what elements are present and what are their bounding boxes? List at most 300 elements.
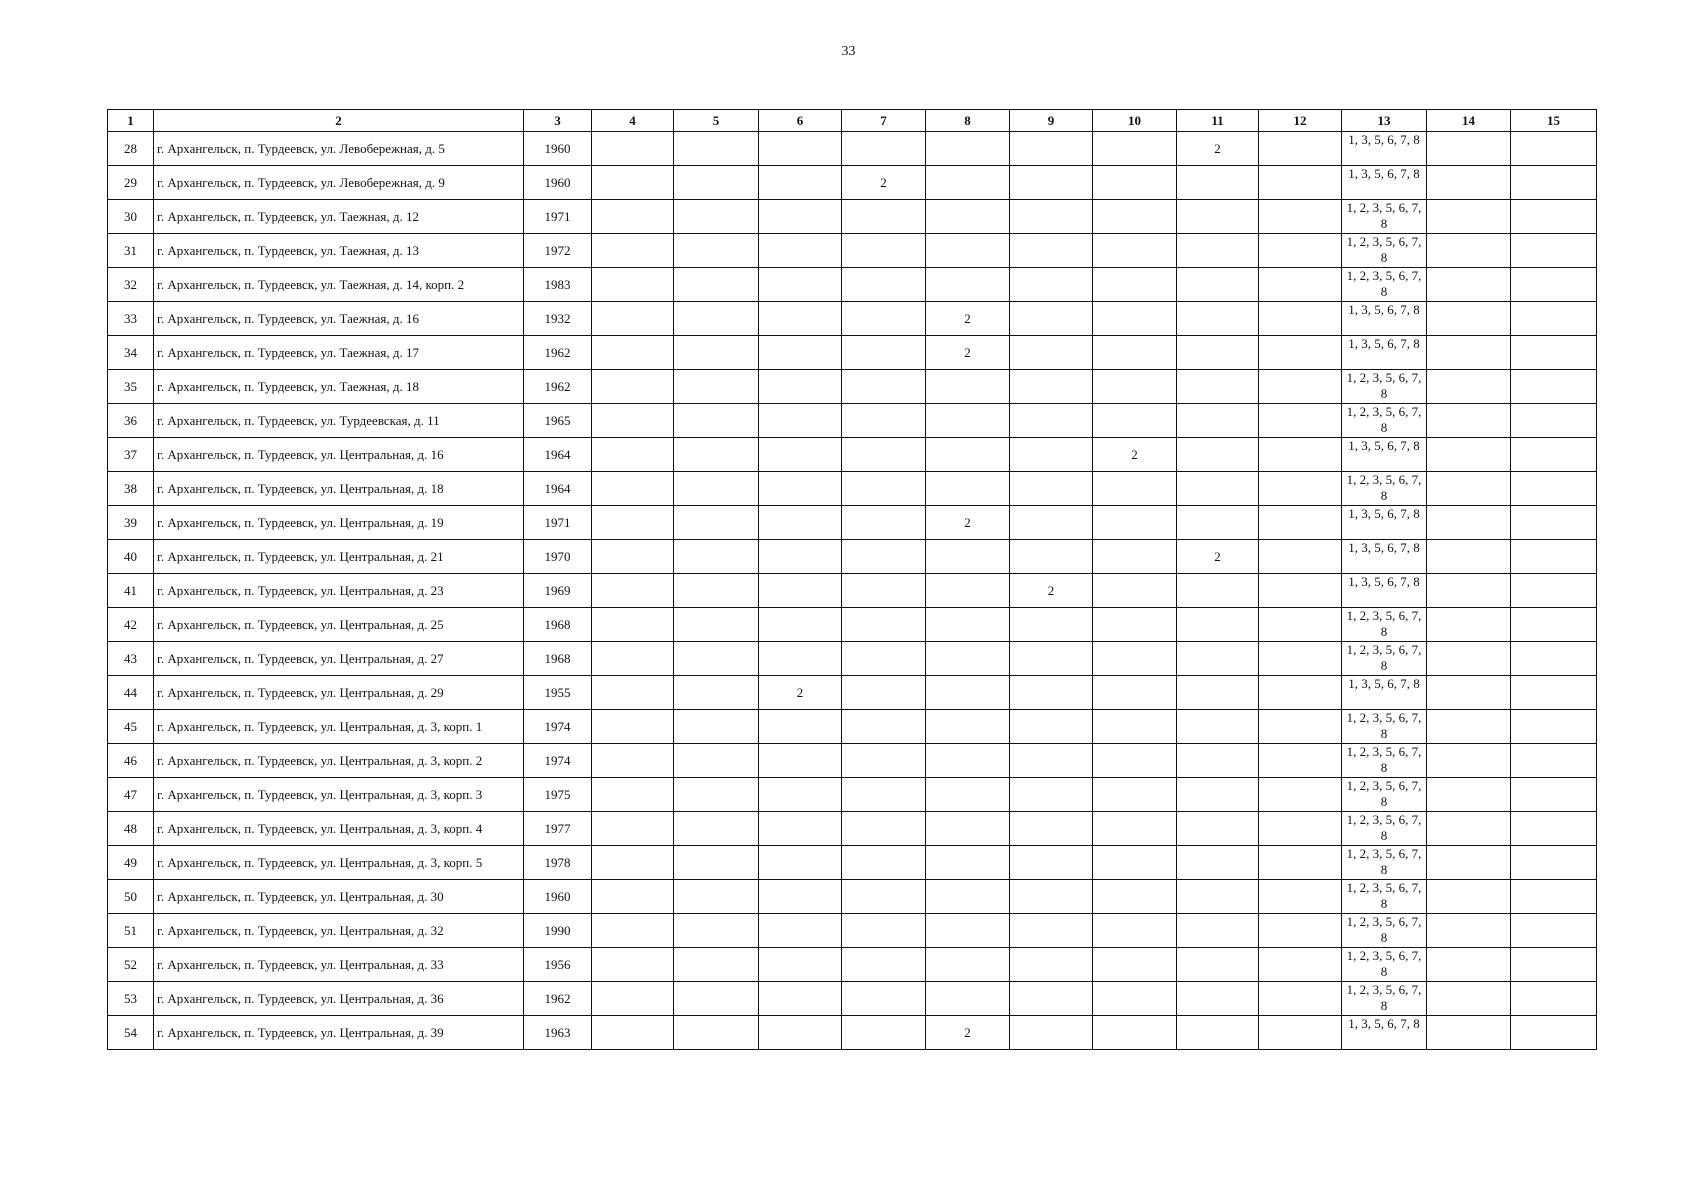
table-cell-col-7	[842, 200, 926, 234]
table-cell-col-5	[674, 132, 759, 166]
table-cell-col-9: 2	[1010, 574, 1093, 608]
table-cell-col-13: 1, 3, 5, 6, 7, 8	[1342, 438, 1427, 472]
table-cell-col-4	[592, 744, 674, 778]
table-cell-col-13: 1, 2, 3, 5, 6, 7, 8	[1342, 880, 1427, 914]
table-cell-col-4	[592, 710, 674, 744]
table-cell-col-10	[1093, 948, 1177, 982]
table-cell-col-6	[759, 642, 842, 676]
table-cell-col-12	[1259, 166, 1342, 200]
table-cell-col-6	[759, 166, 842, 200]
table-cell-col-8	[926, 778, 1010, 812]
table-cell-col-5	[674, 710, 759, 744]
table-cell-col-11	[1177, 268, 1259, 302]
table-cell-col-12	[1259, 540, 1342, 574]
table-cell-col-4	[592, 234, 674, 268]
table-cell-col-9	[1010, 268, 1093, 302]
table-cell-col-6	[759, 540, 842, 574]
table-cell-col-12	[1259, 608, 1342, 642]
table-cell-col-11	[1177, 846, 1259, 880]
table-cell-col-6	[759, 234, 842, 268]
table-cell-col-12	[1259, 778, 1342, 812]
table-cell-col-3: 1977	[524, 812, 592, 846]
table-cell-col-4	[592, 914, 674, 948]
table-cell-col-11	[1177, 166, 1259, 200]
table-cell-col-6	[759, 812, 842, 846]
table-cell-col-15	[1511, 438, 1597, 472]
table-cell-col-15	[1511, 1016, 1597, 1050]
table-cell-col-12	[1259, 438, 1342, 472]
table-cell-col-7	[842, 1016, 926, 1050]
table-cell-col-3: 1962	[524, 982, 592, 1016]
table-cell-col-3: 1963	[524, 1016, 592, 1050]
table-cell-col-9	[1010, 336, 1093, 370]
table-cell-col-2: г. Архангельск, п. Турдеевск, ул. Центральная, д. 39	[154, 1016, 524, 1050]
table-cell-col-15	[1511, 166, 1597, 200]
table-cell-col-13: 1, 2, 3, 5, 6, 7, 8	[1342, 982, 1427, 1016]
table-cell-col-13: 1, 2, 3, 5, 6, 7, 8	[1342, 778, 1427, 812]
table-cell-col-2: г. Архангельск, п. Турдеевск, ул. Левобережная, д. 5	[154, 132, 524, 166]
table-cell-col-4	[592, 812, 674, 846]
table-cell-col-1: 28	[108, 132, 154, 166]
table-cell-col-11	[1177, 506, 1259, 540]
column-header-3: 3	[524, 110, 592, 132]
table-cell-col-4	[592, 166, 674, 200]
table-cell-col-7	[842, 132, 926, 166]
table-cell-col-4	[592, 880, 674, 914]
table-cell-col-8: 2	[926, 336, 1010, 370]
table-cell-col-2: г. Архангельск, п. Турдеевск, ул. Левобережная, д. 9	[154, 166, 524, 200]
table-cell-col-10	[1093, 370, 1177, 404]
table-cell-col-11	[1177, 438, 1259, 472]
table-cell-col-6	[759, 710, 842, 744]
table-cell-col-6	[759, 778, 842, 812]
table-cell-col-8	[926, 370, 1010, 404]
table-cell-col-2: г. Архангельск, п. Турдеевск, ул. Центральная, д. 30	[154, 880, 524, 914]
table-cell-col-13: 1, 2, 3, 5, 6, 7, 8	[1342, 846, 1427, 880]
table-cell-col-2: г. Архангельск, п. Турдеевск, ул. Таежная, д. 13	[154, 234, 524, 268]
table-row	[108, 574, 1597, 608]
table-cell-col-11	[1177, 914, 1259, 948]
table-cell-col-14	[1427, 574, 1511, 608]
table-cell-col-1: 49	[108, 846, 154, 880]
table-cell-col-9	[1010, 642, 1093, 676]
table-cell-col-6	[759, 302, 842, 336]
table-cell-col-9	[1010, 540, 1093, 574]
table-cell-col-2: г. Архангельск, п. Турдеевск, ул. Центральная, д. 3, корп. 2	[154, 744, 524, 778]
table-cell-col-15	[1511, 370, 1597, 404]
table-cell-col-1: 44	[108, 676, 154, 710]
table-cell-col-5	[674, 676, 759, 710]
table-cell-col-7	[842, 914, 926, 948]
table-cell-col-5	[674, 948, 759, 982]
table-cell-col-13: 1, 3, 5, 6, 7, 8	[1342, 506, 1427, 540]
column-header-1: 1	[108, 110, 154, 132]
table-cell-col-13: 1, 2, 3, 5, 6, 7, 8	[1342, 914, 1427, 948]
table-row	[108, 234, 1597, 268]
table-cell-col-14	[1427, 404, 1511, 438]
table-cell-col-5	[674, 744, 759, 778]
table-cell-col-3: 1978	[524, 846, 592, 880]
table-cell-col-3: 1971	[524, 200, 592, 234]
table-cell-col-2: г. Архангельск, п. Турдеевск, ул. Центральная, д. 23	[154, 574, 524, 608]
table-cell-col-1: 48	[108, 812, 154, 846]
table-row	[108, 336, 1597, 370]
table-cell-col-3: 1962	[524, 370, 592, 404]
table-cell-col-9	[1010, 370, 1093, 404]
table-cell-col-10	[1093, 574, 1177, 608]
table-cell-col-7	[842, 404, 926, 438]
table-cell-col-1: 41	[108, 574, 154, 608]
table-cell-col-9	[1010, 438, 1093, 472]
table-cell-col-10	[1093, 472, 1177, 506]
table-row	[108, 268, 1597, 302]
table-cell-col-9	[1010, 404, 1093, 438]
table-cell-col-7	[842, 812, 926, 846]
table-cell-col-3: 1990	[524, 914, 592, 948]
table-cell-col-14	[1427, 438, 1511, 472]
table-body	[108, 132, 1597, 1050]
table-cell-col-12	[1259, 846, 1342, 880]
table-cell-col-4	[592, 540, 674, 574]
table-cell-col-15	[1511, 710, 1597, 744]
table-cell-col-1: 38	[108, 472, 154, 506]
table-cell-col-8	[926, 574, 1010, 608]
table-cell-col-2: г. Архангельск, п. Турдеевск, ул. Центральная, д. 3, корп. 1	[154, 710, 524, 744]
table-cell-col-15	[1511, 948, 1597, 982]
table-cell-col-8	[926, 914, 1010, 948]
table-cell-col-6	[759, 438, 842, 472]
table-cell-col-3: 1968	[524, 642, 592, 676]
column-header-13: 13	[1342, 110, 1427, 132]
table-cell-col-5	[674, 880, 759, 914]
table-cell-col-9	[1010, 914, 1093, 948]
table-cell-col-12	[1259, 506, 1342, 540]
table-cell-col-11	[1177, 982, 1259, 1016]
table-cell-col-7	[842, 982, 926, 1016]
table-cell-col-6	[759, 846, 842, 880]
table-cell-col-10	[1093, 778, 1177, 812]
table-cell-col-12	[1259, 982, 1342, 1016]
table-cell-col-15	[1511, 302, 1597, 336]
table-cell-col-13: 1, 2, 3, 5, 6, 7, 8	[1342, 200, 1427, 234]
table-cell-col-15	[1511, 744, 1597, 778]
table-cell-col-15	[1511, 336, 1597, 370]
table-cell-col-15	[1511, 574, 1597, 608]
table-cell-col-7	[842, 234, 926, 268]
table-cell-col-11	[1177, 642, 1259, 676]
table-cell-col-1: 37	[108, 438, 154, 472]
table-cell-col-7	[842, 948, 926, 982]
table-cell-col-8	[926, 438, 1010, 472]
table-cell-col-14	[1427, 268, 1511, 302]
table-cell-col-8	[926, 472, 1010, 506]
table-cell-col-10	[1093, 982, 1177, 1016]
table-cell-col-4	[592, 404, 674, 438]
table-cell-col-15	[1511, 540, 1597, 574]
table-cell-col-1: 46	[108, 744, 154, 778]
table-cell-col-1: 40	[108, 540, 154, 574]
table-cell-col-3: 1960	[524, 132, 592, 166]
table-cell-col-5	[674, 506, 759, 540]
table-cell-col-8	[926, 404, 1010, 438]
table-cell-col-9	[1010, 982, 1093, 1016]
table-cell-col-7: 2	[842, 166, 926, 200]
table-cell-col-4	[592, 370, 674, 404]
table-cell-col-8	[926, 642, 1010, 676]
table-cell-col-7	[842, 608, 926, 642]
table-cell-col-8: 2	[926, 506, 1010, 540]
table-cell-col-8	[926, 132, 1010, 166]
page-number: 33	[841, 44, 856, 59]
table-cell-col-10	[1093, 234, 1177, 268]
column-header-9: 9	[1010, 110, 1093, 132]
table-cell-col-15	[1511, 812, 1597, 846]
table-cell-col-15	[1511, 880, 1597, 914]
table-cell-col-7	[842, 268, 926, 302]
table-cell-col-1: 43	[108, 642, 154, 676]
table-cell-col-9	[1010, 812, 1093, 846]
table-cell-col-1: 51	[108, 914, 154, 948]
table-cell-col-3: 1975	[524, 778, 592, 812]
table-cell-col-8	[926, 166, 1010, 200]
table-row	[108, 608, 1597, 642]
column-header-14: 14	[1427, 110, 1511, 132]
table-cell-col-4	[592, 132, 674, 166]
table-cell-col-7	[842, 676, 926, 710]
table-cell-col-12	[1259, 1016, 1342, 1050]
table-cell-col-14	[1427, 370, 1511, 404]
table-cell-col-1: 32	[108, 268, 154, 302]
table-row	[108, 166, 1597, 200]
table-cell-col-5	[674, 370, 759, 404]
table-cell-col-13: 1, 3, 5, 6, 7, 8	[1342, 574, 1427, 608]
table-cell-col-9	[1010, 676, 1093, 710]
table-cell-col-14	[1427, 710, 1511, 744]
table-cell-col-13: 1, 2, 3, 5, 6, 7, 8	[1342, 948, 1427, 982]
table-cell-col-11	[1177, 200, 1259, 234]
table-cell-col-14	[1427, 166, 1511, 200]
table-cell-col-10	[1093, 812, 1177, 846]
table-cell-col-14	[1427, 846, 1511, 880]
table-cell-col-1: 53	[108, 982, 154, 1016]
table-cell-col-11	[1177, 302, 1259, 336]
table-cell-col-6	[759, 200, 842, 234]
table-cell-col-13: 1, 2, 3, 5, 6, 7, 8	[1342, 404, 1427, 438]
table-cell-col-14	[1427, 642, 1511, 676]
table-cell-col-3: 1955	[524, 676, 592, 710]
table-cell-col-8	[926, 234, 1010, 268]
table-cell-col-13: 1, 3, 5, 6, 7, 8	[1342, 336, 1427, 370]
table-cell-col-11	[1177, 608, 1259, 642]
table-cell-col-14	[1427, 540, 1511, 574]
column-header-4: 4	[592, 110, 674, 132]
table-cell-col-9	[1010, 302, 1093, 336]
table-cell-col-10	[1093, 268, 1177, 302]
table-cell-col-4	[592, 438, 674, 472]
table-cell-col-1: 54	[108, 1016, 154, 1050]
table-row	[108, 744, 1597, 778]
table-cell-col-14	[1427, 812, 1511, 846]
table-cell-col-3: 1971	[524, 506, 592, 540]
table-cell-col-11: 2	[1177, 132, 1259, 166]
table-cell-col-5	[674, 1016, 759, 1050]
table-cell-col-7	[842, 370, 926, 404]
table-cell-col-3: 1968	[524, 608, 592, 642]
table-cell-col-11	[1177, 710, 1259, 744]
table-row	[108, 302, 1597, 336]
table-cell-col-6	[759, 370, 842, 404]
table-cell-col-7	[842, 642, 926, 676]
table-cell-col-15	[1511, 132, 1597, 166]
table-row	[108, 506, 1597, 540]
table-cell-col-7	[842, 438, 926, 472]
table-cell-col-4	[592, 642, 674, 676]
table-cell-col-11	[1177, 404, 1259, 438]
table-cell-col-13: 1, 2, 3, 5, 6, 7, 8	[1342, 370, 1427, 404]
table-cell-col-9	[1010, 166, 1093, 200]
table-cell-col-13: 1, 2, 3, 5, 6, 7, 8	[1342, 608, 1427, 642]
table-cell-col-10: 2	[1093, 438, 1177, 472]
table-cell-col-3: 1932	[524, 302, 592, 336]
table-row	[108, 846, 1597, 880]
table-cell-col-10	[1093, 302, 1177, 336]
table-row	[108, 710, 1597, 744]
table-cell-col-10	[1093, 744, 1177, 778]
table-cell-col-12	[1259, 268, 1342, 302]
table-cell-col-4	[592, 506, 674, 540]
table-cell-col-9	[1010, 132, 1093, 166]
table-cell-col-10	[1093, 166, 1177, 200]
table-row	[108, 404, 1597, 438]
table-row	[108, 1016, 1597, 1050]
table-cell-col-13: 1, 3, 5, 6, 7, 8	[1342, 540, 1427, 574]
column-header-12: 12	[1259, 110, 1342, 132]
table-cell-col-10	[1093, 540, 1177, 574]
table-cell-col-2: г. Архангельск, п. Турдеевск, ул. Центральная, д. 18	[154, 472, 524, 506]
table-cell-col-6	[759, 132, 842, 166]
table-cell-col-3: 1960	[524, 166, 592, 200]
table-row	[108, 948, 1597, 982]
table-cell-col-6	[759, 506, 842, 540]
column-header-10: 10	[1093, 110, 1177, 132]
table-cell-col-6	[759, 982, 842, 1016]
table-cell-col-12	[1259, 574, 1342, 608]
table-cell-col-12	[1259, 472, 1342, 506]
table-cell-col-2: г. Архангельск, п. Турдеевск, ул. Центральная, д. 36	[154, 982, 524, 1016]
table-cell-col-3: 1974	[524, 710, 592, 744]
table-cell-col-3: 1983	[524, 268, 592, 302]
table-cell-col-2: г. Архангельск, п. Турдеевск, ул. Центральная, д. 25	[154, 608, 524, 642]
table-cell-col-9	[1010, 846, 1093, 880]
table-cell-col-12	[1259, 302, 1342, 336]
table-cell-col-4	[592, 302, 674, 336]
table-row	[108, 880, 1597, 914]
table-cell-col-12	[1259, 336, 1342, 370]
table-row	[108, 914, 1597, 948]
table-cell-col-7	[842, 744, 926, 778]
table-cell-col-14	[1427, 200, 1511, 234]
table-cell-col-11	[1177, 948, 1259, 982]
table-row	[108, 200, 1597, 234]
table-cell-col-10	[1093, 642, 1177, 676]
table-cell-col-4	[592, 200, 674, 234]
table-cell-col-10	[1093, 200, 1177, 234]
column-header-11: 11	[1177, 110, 1259, 132]
table-cell-col-14	[1427, 676, 1511, 710]
table-row	[108, 642, 1597, 676]
table-cell-col-9	[1010, 744, 1093, 778]
table-cell-col-9	[1010, 880, 1093, 914]
table-cell-col-1: 42	[108, 608, 154, 642]
table-cell-col-7	[842, 710, 926, 744]
table-cell-col-15	[1511, 914, 1597, 948]
table-cell-col-5	[674, 778, 759, 812]
table-cell-col-12	[1259, 880, 1342, 914]
table-cell-col-14	[1427, 778, 1511, 812]
table-cell-col-13: 1, 3, 5, 6, 7, 8	[1342, 166, 1427, 200]
table-cell-col-7	[842, 302, 926, 336]
table-row	[108, 438, 1597, 472]
table-cell-col-14	[1427, 880, 1511, 914]
table-cell-col-3: 1970	[524, 540, 592, 574]
table-cell-col-12	[1259, 200, 1342, 234]
table-row	[108, 370, 1597, 404]
table-cell-col-15	[1511, 608, 1597, 642]
table-cell-col-2: г. Архангельск, п. Турдеевск, ул. Центральная, д. 3, корп. 3	[154, 778, 524, 812]
table-cell-col-2: г. Архангельск, п. Турдеевск, ул. Центральная, д. 16	[154, 438, 524, 472]
table-cell-col-3: 1965	[524, 404, 592, 438]
table-cell-col-2: г. Архангельск, п. Турдеевск, ул. Центральная, д. 3, корп. 5	[154, 846, 524, 880]
table-cell-col-12	[1259, 370, 1342, 404]
table-cell-col-4	[592, 982, 674, 1016]
table-cell-col-5	[674, 914, 759, 948]
table-cell-col-5	[674, 574, 759, 608]
table-cell-col-9	[1010, 1016, 1093, 1050]
column-header-8: 8	[926, 110, 1010, 132]
table-cell-col-13: 1, 2, 3, 5, 6, 7, 8	[1342, 472, 1427, 506]
table-cell-col-6	[759, 268, 842, 302]
table-row	[108, 812, 1597, 846]
table-cell-col-7	[842, 336, 926, 370]
table-row	[108, 982, 1597, 1016]
table-cell-col-13: 1, 2, 3, 5, 6, 7, 8	[1342, 642, 1427, 676]
table-cell-col-12	[1259, 914, 1342, 948]
table-cell-col-4	[592, 778, 674, 812]
table-cell-col-6	[759, 574, 842, 608]
table-cell-col-8	[926, 608, 1010, 642]
table-cell-col-15	[1511, 982, 1597, 1016]
table-cell-col-3: 1962	[524, 336, 592, 370]
table-cell-col-10	[1093, 710, 1177, 744]
table-cell-col-1: 29	[108, 166, 154, 200]
table-cell-col-2: г. Архангельск, п. Турдеевск, ул. Центральная, д. 21	[154, 540, 524, 574]
table-cell-col-14	[1427, 948, 1511, 982]
table-cell-col-2: г. Архангельск, п. Турдеевск, ул. Таежная, д. 14, корп. 2	[154, 268, 524, 302]
table-cell-col-10	[1093, 1016, 1177, 1050]
table-cell-col-11	[1177, 234, 1259, 268]
table-cell-col-4	[592, 268, 674, 302]
table-cell-col-13: 1, 3, 5, 6, 7, 8	[1342, 1016, 1427, 1050]
table-cell-col-2: г. Архангельск, п. Турдеевск, ул. Центральная, д. 19	[154, 506, 524, 540]
table-cell-col-13: 1, 2, 3, 5, 6, 7, 8	[1342, 710, 1427, 744]
table-cell-col-14	[1427, 506, 1511, 540]
table-cell-col-7	[842, 506, 926, 540]
table-cell-col-9	[1010, 608, 1093, 642]
table-cell-col-12	[1259, 132, 1342, 166]
table-cell-col-4	[592, 846, 674, 880]
table-cell-col-9	[1010, 778, 1093, 812]
table-cell-col-13: 1, 2, 3, 5, 6, 7, 8	[1342, 744, 1427, 778]
